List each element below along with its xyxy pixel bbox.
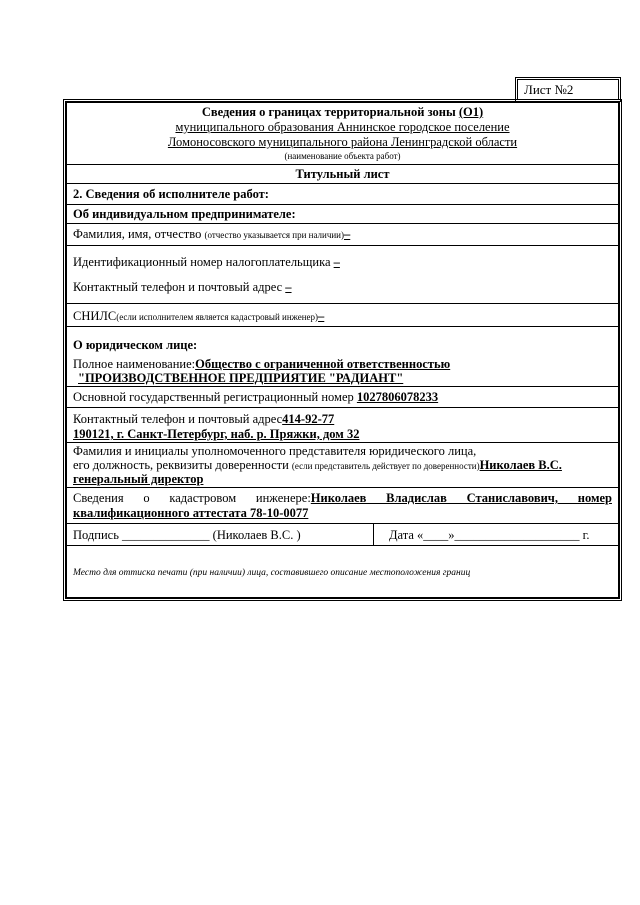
engineer-row (67, 488, 618, 524)
individual-contact-label: Контактный телефон и почтовый адрес (73, 280, 283, 294)
form-table (65, 101, 620, 599)
legal-name-value-2: "ПРОИЗВОДСТВЕННОЕ ПРЕДПРИЯТИЕ "РАДИАНТ" (78, 371, 404, 385)
fio-label: Фамилия, имя, отчество (73, 227, 202, 241)
legal-contact-label: Контактный телефон и почтовый адрес (73, 412, 283, 426)
section-heading: 2. Сведения об исполнителе работ: (73, 187, 269, 201)
representative-note: (если представитель действует по доверенности) (291, 461, 480, 471)
inn-value: – (333, 255, 340, 269)
header-block (67, 103, 618, 165)
engineer-line-1 (73, 491, 612, 506)
legal-entity-block (67, 327, 618, 391)
title-sheet-row (67, 165, 618, 184)
sheet-number: Лист №2 (524, 82, 574, 97)
representative-line-2: его должность, реквизиты доверенности (73, 458, 289, 472)
legal-phone: 414-92-77 (282, 412, 335, 426)
date-year: г. (579, 528, 590, 542)
ogrn-row (67, 386, 618, 408)
signature-name: (Николаев В.С. ) (212, 528, 301, 542)
snils-row (67, 304, 618, 327)
date-blank: ____________________ (454, 528, 580, 542)
header-note: (наименование объекта работ) (284, 151, 401, 161)
legal-address: 190121, г. Санкт-Петербург, наб. р. Пряжки, дом 32 (73, 427, 360, 441)
stamp-note: Место для оттиска печати (при наличии) лица, составившего описание местоположения границ (73, 568, 471, 578)
fio-note: (отчество указывается при наличии) (204, 230, 344, 240)
individual-contact-value: – (285, 280, 292, 294)
ogrn-value: 1027806078233 (356, 390, 439, 404)
title-sheet-label: Титульный лист (295, 167, 390, 181)
signature-row (67, 524, 618, 546)
fio-row (67, 224, 618, 246)
snils-note: (если исполнителем является кадастровый инженер) (116, 312, 319, 322)
date-mid: » (448, 528, 455, 542)
signature-label: Подпись (73, 528, 119, 542)
header-title: Сведения о границах территориальной зоны (201, 105, 456, 119)
snils-value: – (318, 309, 325, 323)
engineer-value-1: Николаев Владислав Станиславович, номер (310, 491, 612, 505)
signature-blank: ______________ (122, 528, 210, 542)
individual-heading: Об индивидуальном предпринимателе: (73, 207, 296, 221)
section-row (67, 184, 618, 205)
engineer-value-2: квалификационного аттестата 78-10-0077 (73, 506, 309, 520)
sheet-number-box (517, 79, 619, 100)
date-label: Дата « (389, 528, 424, 542)
engineer-label: Сведения о кадастровом инженере: (73, 491, 311, 505)
inn-label: Идентификационный номер налогоплательщика (73, 255, 331, 269)
legal-contact-row (67, 408, 618, 443)
representative-line-1: Фамилия и инициалы уполномоченного представителя юридического лица, (73, 444, 477, 458)
date-day-blank: ____ (423, 528, 449, 542)
header-district: Ломоносовского муниципального района Ленинградской области (167, 135, 518, 149)
header-municipality: муниципального образования Аннинское городское поселение (175, 120, 510, 134)
snils-label: СНИЛС (73, 309, 117, 323)
zone-code: (О1) (458, 105, 484, 119)
representative-value-2: генеральный директор (73, 472, 204, 486)
legal-name-value-1: Общество с ограниченной ответственностью (195, 357, 451, 371)
signature-divider (373, 524, 374, 545)
inn-contact-row (67, 246, 618, 304)
representative-row (67, 443, 618, 488)
ogrn-label: Основной государственный регистрационный номер (73, 390, 354, 404)
legal-name-label: Полное наименование: (73, 357, 196, 371)
individual-heading-row (67, 205, 618, 224)
stamp-area (67, 546, 618, 601)
legal-heading: О юридическом лице: (73, 338, 198, 352)
representative-value-1: Николаев В.С. (479, 458, 562, 472)
header-title-line (67, 105, 618, 120)
fio-value: – (344, 227, 351, 241)
